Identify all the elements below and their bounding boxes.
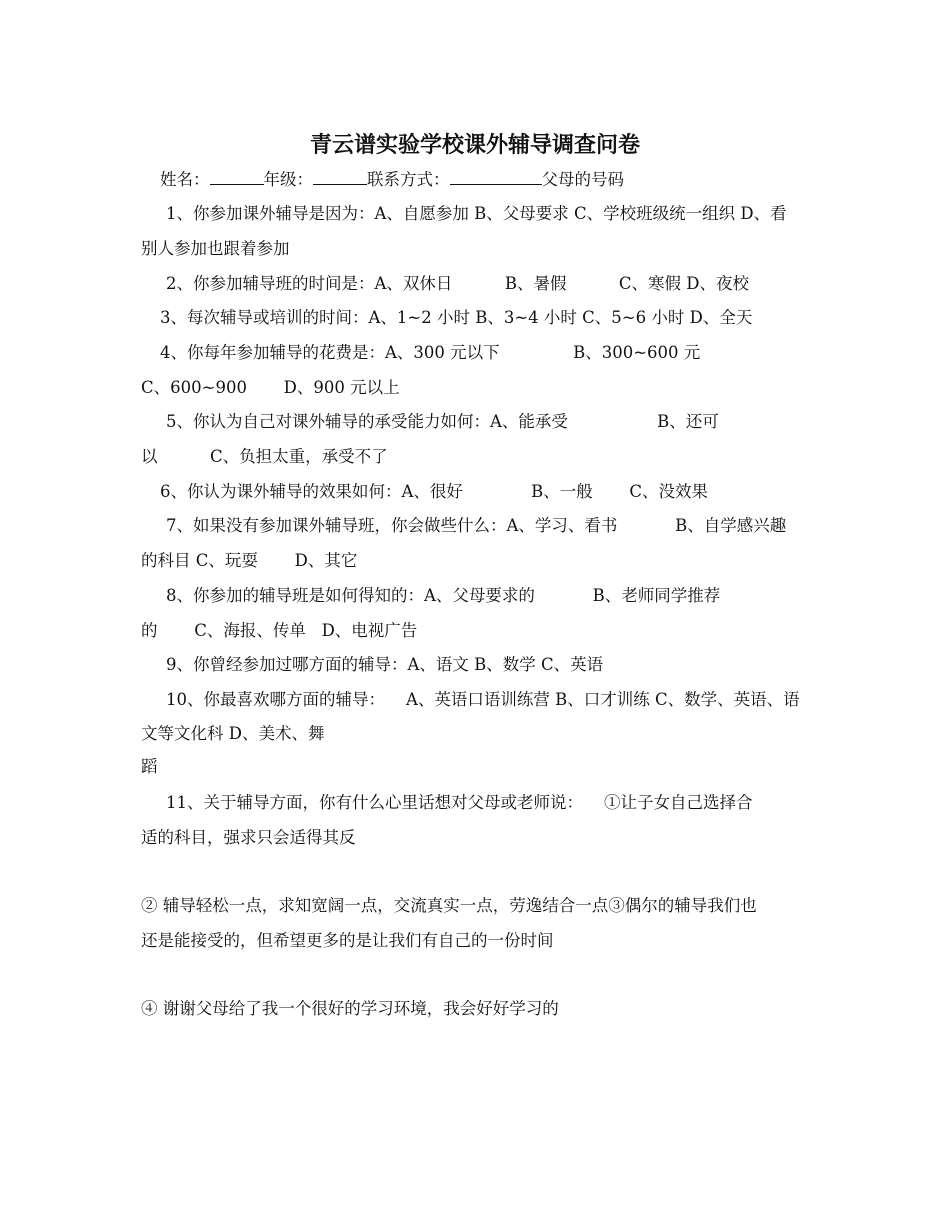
question-10-line-3: 蹈 xyxy=(141,757,158,776)
contact-blank xyxy=(450,170,542,185)
question-8-line-2: 的 C、海报、传单 D、电视广告 xyxy=(141,621,418,640)
question-11-line-3: ② 辅导轻松一点，求知宽阔一点，交流真实一点，劳逸结合一点③偶尔的辅导我们也 xyxy=(141,896,757,915)
question-1-line-2: 别人参加也跟着参加 xyxy=(141,239,290,258)
question-11-line-1: 11、关于辅导方面，你有什么心里话想对父母或老师说： ①让子女自己选择合 xyxy=(166,793,753,812)
question-10-line-2: 文等文化科 D、美术、舞 xyxy=(141,724,325,743)
question-10-line-1: 10、你最喜欢哪方面的辅导： A、英语口语训练营 B、口才训练 C、数学、英语、语 xyxy=(166,690,800,709)
question-2: 2、你参加辅导班的时间是：A、双休日 B、暑假 C、寒假 D、夜校 xyxy=(166,274,750,293)
question-6: 6、你认为课外辅导的效果如何：A、很好 B、一般 C、没效果 xyxy=(160,482,709,501)
question-11-line-2: 适的科目，强求只会适得其反 xyxy=(141,828,356,847)
name-label: 姓名： xyxy=(160,170,210,189)
question-4-line-1: 4、你每年参加辅导的花费是：A、300 元以下 B、300~600 元 xyxy=(160,343,701,362)
question-4-line-2: C、600~900 D、900 元以上 xyxy=(141,378,400,397)
document-title: 青云谱实验学校课外辅导调查问卷 xyxy=(309,132,640,158)
question-5-line-1: 5、你认为自己对课外辅导的承受能力如何：A、能承受 B、还可 xyxy=(166,412,719,431)
question-11-line-5: ④ 谢谢父母给了我一个很好的学习环境，我会好好学习的 xyxy=(141,999,559,1018)
contact-suffix: 父母的号码 xyxy=(541,170,624,189)
name-blank xyxy=(210,170,264,185)
question-3: 3、每次辅导或培训的时间：A、1~2 小时 B、3~4 小时 C、5~6 小时 D、全天 xyxy=(160,308,753,327)
question-11-line-4: 还是能接受的，但希望更多的是让我们有自己的一份时间 xyxy=(141,931,554,950)
question-5-line-2: 以 C、负担太重，承受不了 xyxy=(141,447,388,466)
info-line xyxy=(160,169,624,191)
question-7-line-2: 的科目 C、玩耍 D、其它 xyxy=(141,551,358,570)
question-1-line-1: 1、你参加课外辅导是因为：A、自愿参加 B、父母要求 C、学校班级统一组织 D、看 xyxy=(166,204,787,223)
question-8-line-1: 8、你参加的辅导班是如何得知的：A、父母要求的 B、老师同学推荐 xyxy=(166,586,721,605)
question-7-line-1: 7、如果没有参加课外辅导班，你会做些什么：A、学习、看书 B、自学感兴趣 xyxy=(166,516,787,535)
contact-label: 联系方式： xyxy=(367,170,450,189)
grade-blank xyxy=(313,170,367,185)
grade-label: 年级： xyxy=(263,170,313,189)
question-9: 9、你曾经参加过哪方面的辅导：A、语文 B、数学 C、英语 xyxy=(166,655,604,674)
